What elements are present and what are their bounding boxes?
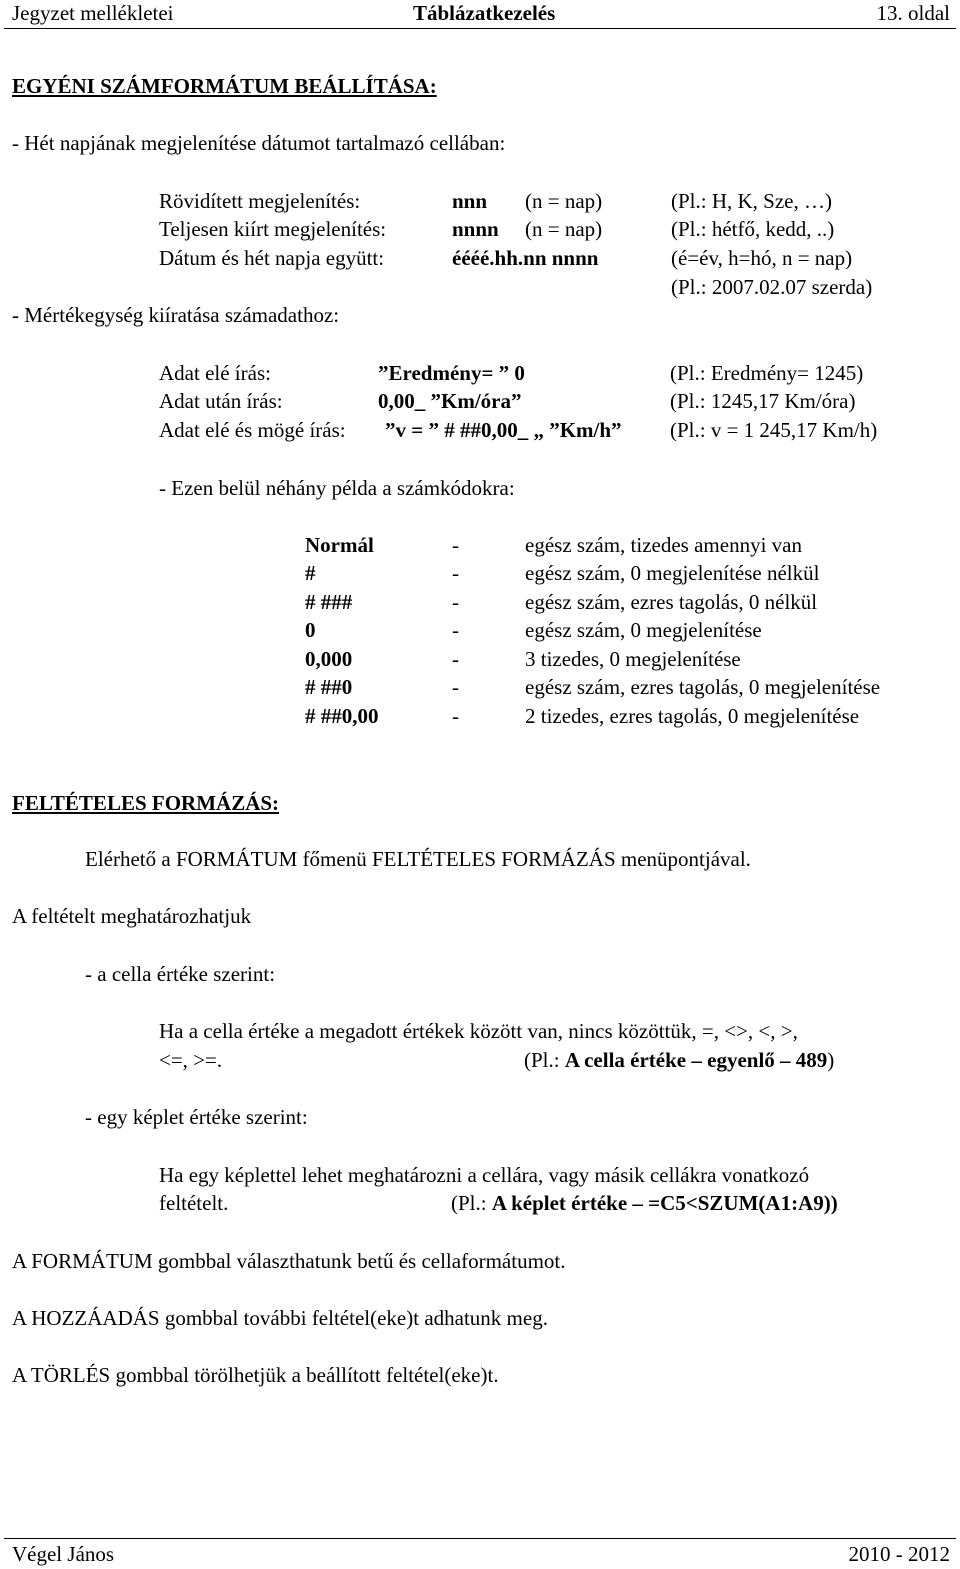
by-formula-example [451,1193,838,1214]
by-value-example-bold: A cella értéke – egyenlő – 489 [564,1048,828,1072]
unit-intro: - Mértékegység kiíratása számadathoz: [12,303,340,327]
weekday-label-2: Dátum és hét napja együtt: [159,246,385,270]
access-text: Elérhető a FORMÁTUM főmenü FELTÉTELES FORMÁZÁS menüpontjával. [85,847,751,871]
footer-left: Végel János [12,1542,115,1566]
weekday-example-0: (Pl.: H, K, Sze, …) [671,189,832,213]
weekday-label-1: Teljesen kiírt megjelenítés: [159,217,387,241]
footer-right: 2010 - 2012 [848,1542,950,1566]
code-row-6-dash: - [452,704,459,728]
weekday-intro: - Hét napjának megjelenítése dátumot tartalmazó cellában: [12,131,506,155]
unit-example-1: (Pl.: 1245,17 Km/óra) [670,389,856,413]
weekday-label-0: Rövidített megjelenítés: [159,189,361,213]
condition-intro: A feltételt meghatározhatjuk [12,904,252,928]
weekday-code-0: nnn [452,189,488,213]
by-value-example-prefix: (Pl.: [524,1048,565,1072]
unit-code-1: 0,00_ ”Km/óra” [378,389,522,413]
unit-code-0: ”Eredmény= ” 0 [378,361,525,385]
header-center: Táblázatkezelés [413,1,556,25]
code-row-3-desc: egész szám, 0 megjelenítése [525,618,762,642]
code-row-2-desc: egész szám, ezres tagolás, 0 nélkül [525,590,818,614]
code-row-0-code: Normál [305,533,374,557]
by-formula-text-2: feltételt. [159,1191,229,1215]
footer-rule [4,1538,956,1539]
code-row-2-code: # ### [305,590,353,614]
code-row-0-dash: - [452,533,459,557]
unit-code-2: ”v = ” # ##0,00_ „ ”Km/h” [385,418,622,442]
unit-example-0: (Pl.: Eredmény= 1245) [670,361,864,385]
code-row-6-code: # ##0,00 [305,704,379,728]
header-left: Jegyzet mellékletei [12,1,174,25]
weekday-example-2: (é=év, h=hó, n = nap) [671,246,853,270]
by-value-example [524,1050,834,1071]
code-row-5-dash: - [452,675,459,699]
code-row-0-desc: egész szám, tizedes amennyi van [525,533,802,557]
section-title-number-format: EGYÉNI SZÁMFORMÁTUM BEÁLLÍTÁSA: [12,74,437,98]
weekday-code-2: éééé.hh.nn nnnn [452,246,599,270]
codes-intro: - Ezen belül néhány példa a számkódokra: [159,476,515,500]
unit-label-2: Adat elé és mögé írás: [159,418,346,442]
code-row-2-dash: - [452,590,459,614]
by-formula-example-bold: A képlet értéke – =C5<SZUM(A1:A9)) [491,1191,838,1215]
by-formula-example-prefix: (Pl.: [451,1191,492,1215]
unit-label-1: Adat után írás: [159,389,283,413]
code-row-4-code: 0,000 [305,647,353,671]
header-right: 13. oldal [876,1,950,25]
by-formula-text-1: Ha egy képlettel lehet meghatározni a cellára, vagy másik cellákra vonatkozó [159,1163,810,1187]
by-value-heading: - a cella értéke szerint: [85,962,276,986]
header-rule [4,28,956,29]
code-row-3-dash: - [452,618,459,642]
by-value-text-1: Ha a cella értéke a megadott értékek között van, nincs közöttük, =, <>, <, >, [159,1019,798,1043]
add-button-text: A HOZZÁADÁS gombbal további feltétel(eke)t adhatunk meg. [12,1306,548,1330]
format-button-text: A FORMÁTUM gombbal választhatunk betű és cellaformátumot. [12,1249,566,1273]
by-value-example-suffix: ) [827,1048,835,1072]
code-row-1-code: # [305,561,316,585]
unit-example-2: (Pl.: v = 1 245,17 Km/h) [670,418,878,442]
code-row-3-code: 0 [305,618,316,642]
weekday-note-0: (n = nap) [525,189,603,213]
by-value-text-2: <=, >=. [159,1048,223,1072]
code-row-4-desc: 3 tizedes, 0 megjelenítése [525,647,741,671]
unit-label-0: Adat elé írás: [159,361,271,385]
code-row-1-desc: egész szám, 0 megjelenítése nélkül [525,561,820,585]
delete-button-text: A TÖRLÉS gombbal törölhetjük a beállított feltétel(eke)t. [12,1363,499,1387]
code-row-5-code: # ##0 [305,675,353,699]
by-formula-heading: - egy képlet értéke szerint: [85,1105,308,1129]
weekday-code-1: nnnn [452,217,499,241]
code-row-5-desc: egész szám, ezres tagolás, 0 megjelenítése [525,675,881,699]
weekday-note-1: (n = nap) [525,217,603,241]
code-row-6-desc: 2 tizedes, ezres tagolás, 0 megjelenítése [525,704,860,728]
section-title-conditional-format: FELTÉTELES FORMÁZÁS: [12,791,280,815]
code-row-1-dash: - [452,561,459,585]
weekday-example-1: (Pl.: hétfő, kedd, ..) [671,217,835,241]
date-example: (Pl.: 2007.02.07 szerda) [671,275,873,299]
code-row-4-dash: - [452,647,459,671]
